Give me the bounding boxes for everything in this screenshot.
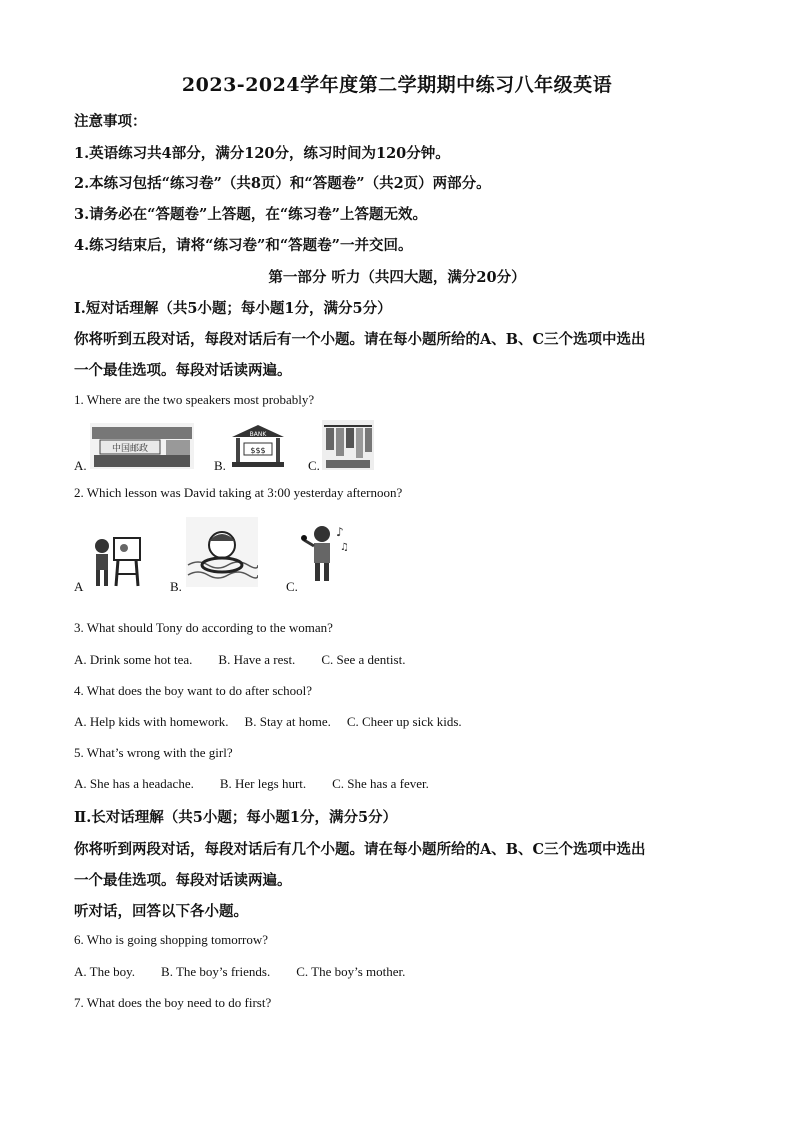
microphone — [301, 535, 307, 541]
page-title: 2023-2024学年度第二学期期中练习八年级英语 — [181, 74, 613, 96]
q2-option-b-label: B. — [170, 579, 182, 594]
q3-option-c: C. See a dentist. — [321, 652, 406, 667]
q4-option-a: A. Help kids with homework. — [74, 714, 229, 729]
question-2: 2. Which lesson was David taking at 3:00 yesterday afternoon? — [74, 485, 403, 500]
bank-picture — [230, 423, 286, 469]
question-7: 7. What does the boy need to do first? — [74, 995, 272, 1010]
q5-option-a: A. She has a headache. — [74, 776, 194, 791]
q3-option-a: A. Drink some hot tea. — [74, 652, 193, 667]
q3-option-b: B. Have a rest. — [218, 652, 296, 667]
note-4: 4.练习结束后，请将“练习卷”和“答题卷”一并交回。 — [74, 237, 413, 254]
section2-instruction-line3: 听对话，回答以下各小题。 — [74, 903, 248, 920]
notes-heading: 注意事项： — [74, 113, 147, 130]
section1-heading: Ⅰ.短对话理解（共5小题；每小题1分，满分5分） — [74, 300, 392, 317]
painting-mark — [120, 544, 128, 552]
q2-option-c-label: C. — [286, 579, 298, 594]
boy-head — [95, 539, 109, 553]
note-2: 2.本练习包括“练习卷”（共8页）和“答题卷”（共2页）两部分。 — [74, 175, 491, 192]
question-3: 3. What should Tony do according to the woman? — [74, 620, 333, 635]
question-6: 6. Who is going shopping tomorrow? — [74, 932, 269, 947]
singer-leg — [324, 563, 329, 581]
q6-option-a: A. The boy. — [74, 964, 136, 979]
question-3-options — [74, 652, 405, 668]
singer-head — [314, 526, 330, 542]
boy-body — [96, 554, 108, 570]
q1-option-b-label: B. — [214, 458, 226, 473]
post-office-picture — [90, 423, 194, 469]
question-5-options — [74, 776, 429, 792]
q4-option-b: B. Stay at home. — [244, 714, 331, 729]
post-office-window — [166, 440, 190, 455]
boy-leg — [96, 570, 100, 586]
q6-option-c: C. The boy’s mother. — [296, 964, 406, 979]
bank-steps — [232, 462, 284, 467]
clothes-item — [336, 428, 344, 456]
bank-pillar — [276, 438, 280, 462]
clothes-item — [346, 428, 354, 448]
question-1: 1. Where are the two speakers most probably? — [74, 392, 315, 407]
section2-instruction-line2: 一个最佳选项。每段对话读两遍。 — [74, 872, 292, 889]
clothes-item — [356, 428, 363, 458]
q1-option-a-label: A. — [74, 458, 87, 473]
section2-heading: Ⅱ.长对话理解（共5小题；每小题1分，满分5分） — [74, 809, 398, 826]
bank-money-text: $$$ — [250, 446, 266, 455]
music-lesson-picture — [300, 520, 350, 588]
q5-option-c: C. She has a fever. — [332, 776, 429, 791]
question-6-options — [74, 964, 405, 980]
clothes-item — [365, 428, 372, 452]
question-4-options — [74, 714, 462, 730]
q5-option-b: B. Her legs hurt. — [219, 776, 307, 791]
clothes-item — [326, 428, 334, 450]
q4-option-c: C. Cheer up sick kids. — [346, 714, 462, 729]
boy-leg — [104, 570, 108, 586]
singer-body — [314, 543, 330, 563]
post-office-roof — [92, 427, 192, 439]
question-5: 5. What’s wrong with the girl? — [74, 745, 233, 760]
bank-pillar — [236, 438, 240, 462]
section2-instruction-line1: 你将听到两段对话，每段对话后有几个小题。请在每小题所给的A、B、C三个选项中选出 — [74, 841, 646, 858]
q1-option-c-label: C. — [308, 458, 320, 473]
post-office-sign-text: 中国邮政 — [111, 444, 149, 454]
q6-option-b: B. The boy’s friends. — [161, 964, 271, 979]
part1-heading: 第一部分 听力（共四大题，满分20分） — [268, 269, 526, 286]
section1-instruction-line1: 你将听到五段对话，每段对话后有一个小题。请在每小题所给的A、B、C三个选项中选出 — [74, 331, 646, 348]
store-counter — [326, 460, 370, 468]
section1-instruction-line2: 一个最佳选项。每段对话读两遍。 — [74, 362, 292, 379]
music-note-icon: ♪ — [336, 525, 344, 539]
post-office-entrance — [94, 455, 190, 467]
q2-option-a-label: A — [74, 579, 84, 594]
singer-leg — [315, 563, 320, 581]
note-3: 3.请务必在“答题卷”上答题，在“练习卷”上答题无效。 — [74, 206, 427, 223]
singer-arm — [304, 540, 314, 546]
music-note-icon: ♫ — [340, 542, 349, 553]
note-1: 1.英语练习共4部分，满分120分，练习时间为120分钟。 — [74, 145, 450, 162]
swimming-lesson-picture — [186, 517, 258, 587]
bank-sign-text: BANK — [249, 431, 267, 438]
clothing-store-picture — [322, 420, 374, 470]
question-4: 4. What does the boy want to do after school? — [74, 683, 313, 698]
painting-lesson-picture — [88, 534, 144, 590]
